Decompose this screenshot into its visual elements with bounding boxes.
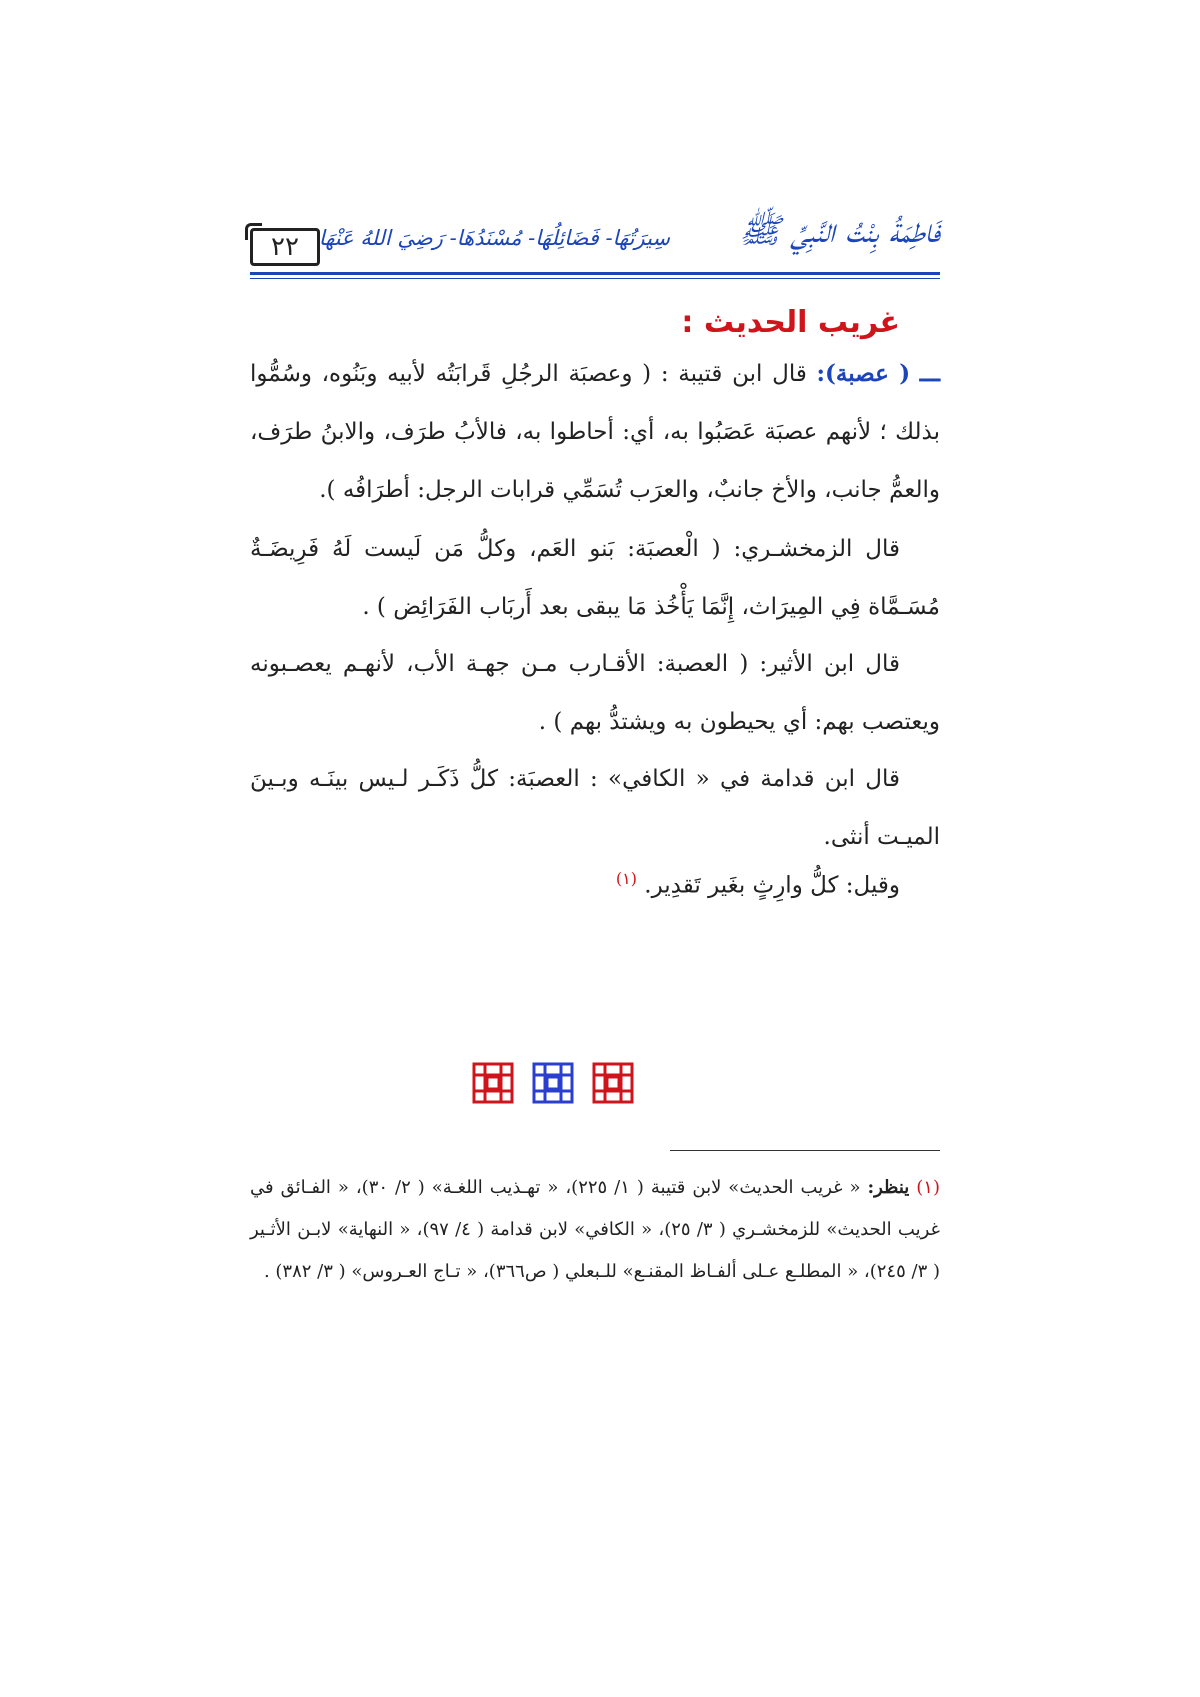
page-header	[250, 210, 940, 280]
footnote-text: « غريب الحديث» لابن قتيبة ( ١/ ٢٢٥)، « تهـذيب اللغـة» ( ٢/ ٣٠)، « الفـائق في غريب الحديث» للزمخشـري ( ٣/ ٢٥)، « الكافي» لابن قدامة ( ٤/ ٩٧)، « النهاية» لابـن الأثـير ( ٣/ ٢٤٥)، « المطلـع عـلى ألفـاظ المقنـع» للـبعلي ( ص٣٦٦)، « تـاج العـروس» ( ٣/ ٣٨٢) .	[250, 1177, 940, 1282]
paragraph-qila	[250, 850, 940, 915]
page-number: ٢٢	[250, 228, 320, 266]
footnote-divider	[670, 1150, 940, 1151]
footnote-number: (١)	[916, 1177, 940, 1198]
footnote-ref: (١)	[615, 869, 637, 888]
ornament-blue-icon	[530, 1060, 576, 1106]
footnote-lead: ينظر:	[867, 1177, 910, 1198]
ornament-red-icon	[470, 1060, 516, 1106]
paragraph-ibn-qudama: قال ابن قدامة في « الكافي» : العصبَة: كلُّ ذَكَـر لـيس بينَـه وبـينَ الميـت أنثى.	[250, 766, 940, 850]
paragraph-text: وقيل: كلُّ وارِثٍ بغَير تَقدِير.	[644, 872, 900, 899]
book-title: فَاطِمَةُ بِنْتُ النَّبِيِّ ﷺ	[739, 211, 940, 251]
header-rule	[250, 272, 940, 275]
header-rule-thin	[250, 278, 940, 279]
paragraph-text: قال ابن قتيبة : ( وعصبَة الرجُلِ قَرابَتُه لأبيه وبَنُوه، وسُمُّوا بذلك ؛ لأنهم عصبَة عَصَبُوا به، أي: أحاطوا به، فالأبُ طرَف، والابنُ طرَف، والعمُّ جانب، والأخ جانبٌ، والعرَب تُسَمِّي قرابات الرجل: أطرَافُه ).	[250, 361, 940, 503]
paragraph-ibn-athir: قال ابن الأثير: ( العصبة: الأقـارب مـن جهـة الأب، لأنهـم يعصـبونه ويعتصب بهم: أي يحيطون به ويشتدُّ بهم ) .	[250, 651, 940, 735]
footnote	[250, 1167, 940, 1293]
dash-marker: ـــ	[919, 360, 941, 387]
section-heading: غريب الحديث :	[681, 305, 900, 340]
book-subtitle: سِيرَتُهَا- فَضَائِلُهَا- مُسْنَدُهَا- رَضِيَ اللهُ عَنْهَا	[318, 226, 670, 250]
ornament-red-icon	[590, 1060, 636, 1106]
term-asaba: ( عصبة):	[816, 360, 911, 387]
paragraph-asaba	[250, 345, 940, 519]
paragraph-zamakhshari: قال الزمخشـري: ( الْعصبَة: بَنو العَم، وكلُّ مَن لَيست لَهُ فَرِيضَـةٌ مُسَـمَّاة فِي المِيرَاث، إِنَّمَا يَأْخُذ مَا يبقى بعد أَربَاب الفَرَائِض ) .	[250, 536, 940, 620]
